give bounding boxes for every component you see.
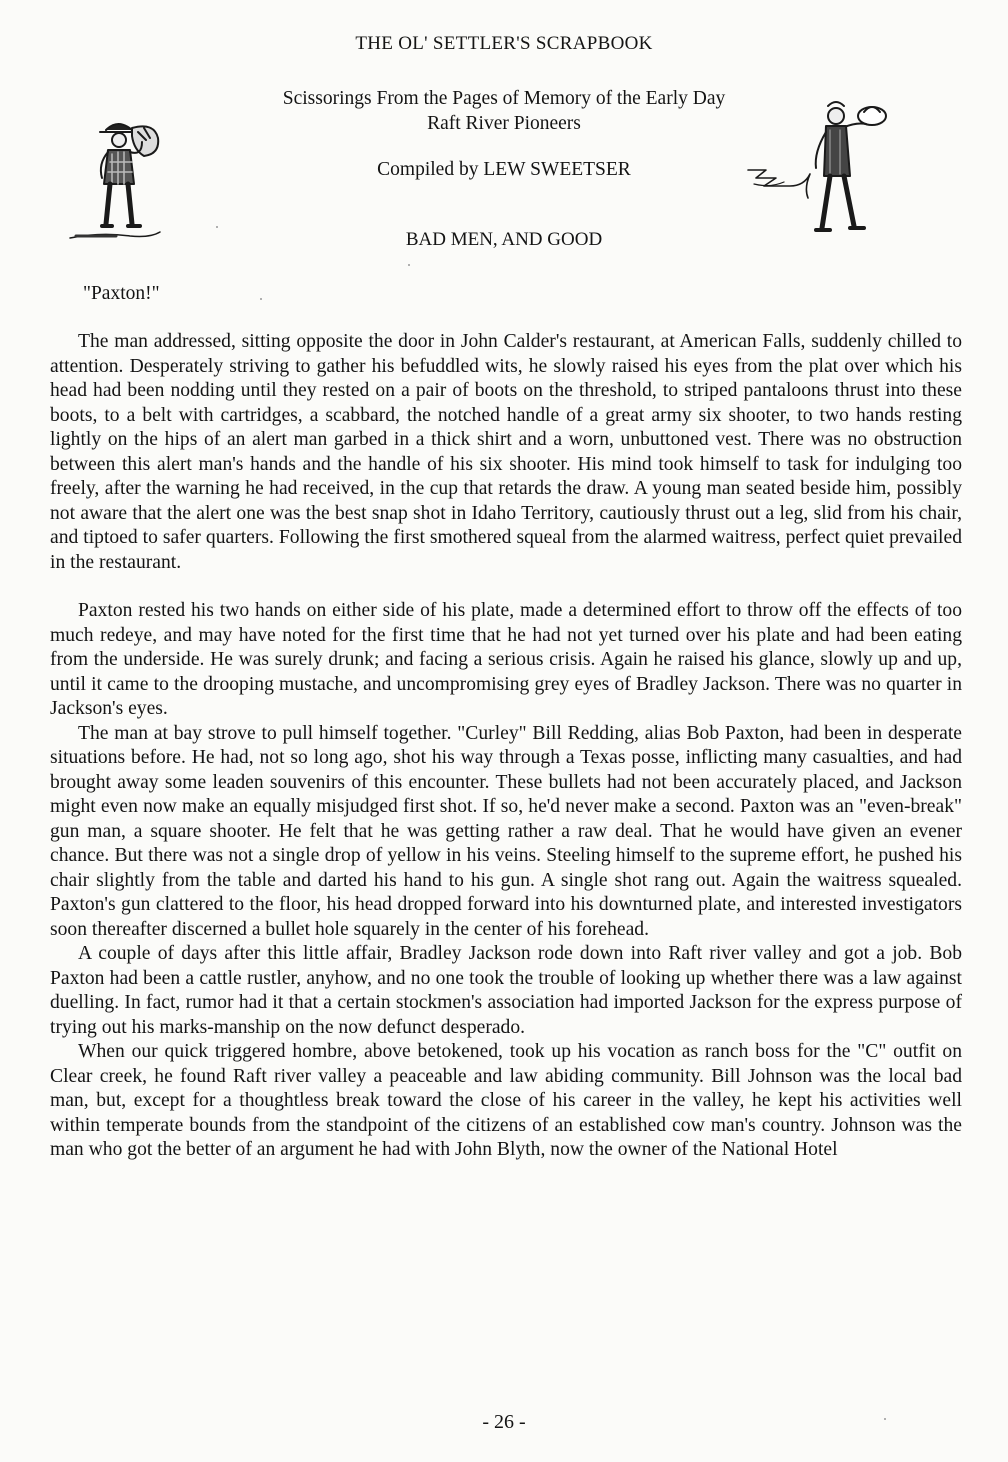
scan-speck [884, 1418, 886, 1420]
page-title: THE OL' SETTLER'S SCRAPBOOK [355, 33, 653, 54]
cowboy-holding-sack-icon [66, 112, 186, 252]
scan-speck [408, 264, 410, 266]
scan-speck [216, 226, 218, 228]
paragraph: The man at bay strove to pull himself together. "Curley" Bill Redding, alias Bob Paxton, had been in desperate situations before. He had, not so long ago, shot his way through a Texas posse, inflicting many casualties, and had brought away some leaden souvenirs of this encounter. These bullets had not been accurately placed, and Jackson might even now make an equally misjudged first shot. If so, he'd never make a second. Paxton was an "even-break" gun man, a square shooter. He felt that he was getting rather a raw deal. That he would have given an evener chance. But there was not a single drop of yellow in his veins. Steeling himself to the supreme effort, he pushed his chair slightly from the table and darted his hand to his gun. A single shot rang out. Again the waitress squealed. Paxton's gun clattered to the floor, his head dropped forward into his downturned plate, and interested investigators soon thereafter discerned a bullet hole squarely in the center of his forehead. [50, 722, 962, 940]
paragraph: When our quick triggered hombre, above betokened, took up his vocation as ranch boss for the "C" outfit on Clear creek, he found Raft river valley a peaceable and law abiding community. Bill Johnson was the local bad man, but, except for a thoughtless break toward the close of his career in the valley, he kept his activities well within temperate bounds from the standpoint of the citizens of an established cow man's country. Johnson was the man who got the better of an argument he had with John Blyth, now the owner of the National Hotel [50, 1041, 962, 1160]
subtitle-line-2: Raft River Pioneers [427, 113, 581, 134]
page-number: - 26 - [482, 1411, 526, 1433]
scan-speck [260, 298, 262, 300]
opening-salutation: "Paxton!" [83, 283, 160, 304]
cowboy-waving-hat-icon [744, 72, 894, 262]
paragraph: The man addressed, sitting opposite the door in John Calder's restaurant, at American Falls, suddenly chilled to attention. Desperately striving to gather his befuddled wits, he slowly raised his eyes from the plat over which his head had been nodding until they rested on a pair of boots on the threshold, to striped pantaloons thrust into these boots, to a belt with cartridges, a scabbard, the notched handle of a great army six shooter, to two hands resting lightly on the hips of an alert man garbed in a thick shirt and a worn, unbuttoned vest. There was no obstruction between this alert man's hands and the handle of his six shooter. His mind took himself to task for indulging too freely, after the warning he had received, in the cup that retards the draw. A young man seated beside him, possibly not aware that the alert one was the best snap shot in Idaho Territory, cautiously thrust out a leg, slid from his chair, and tiptoed to safer quarters. Following the first smothered squeal from the alarmed waitress, perfect quiet prevailed in the restaurant. [50, 331, 962, 573]
article-body [50, 330, 962, 1163]
compiled-by: Compiled by LEW SWEETSER [377, 159, 631, 180]
paragraph: A couple of days after this little affair, Bradley Jackson rode down into Raft river valley and got a job. Bob Paxton had been a cattle rustler, anyhow, and no one took the trouble of looking up whether there was a law against duelling. In fact, rumor had it that a certain stockmen's association had imported Jackson for the express purpose of trying out his marks-manship on the now defunct desperado. [50, 943, 962, 1038]
section-heading: BAD MEN, AND GOOD [405, 229, 603, 250]
subtitle-line-1: Scissorings From the Pages of Memory of the Early Day [282, 88, 726, 109]
paragraph: Paxton rested his two hands on either side of his plate, made a determined effort to throw off the effects of too much redeye, and may have noted for the first time that he had not yet turned over his plate and had been eating from the underside. He was surely drunk; and facing a serious crisis. Again he raised his glance, slowly up and up, until it came to the drooping mustache, and uncompromising grey eyes of Bradley Jackson. There was no quarter in Jackson's eyes. [50, 600, 962, 719]
